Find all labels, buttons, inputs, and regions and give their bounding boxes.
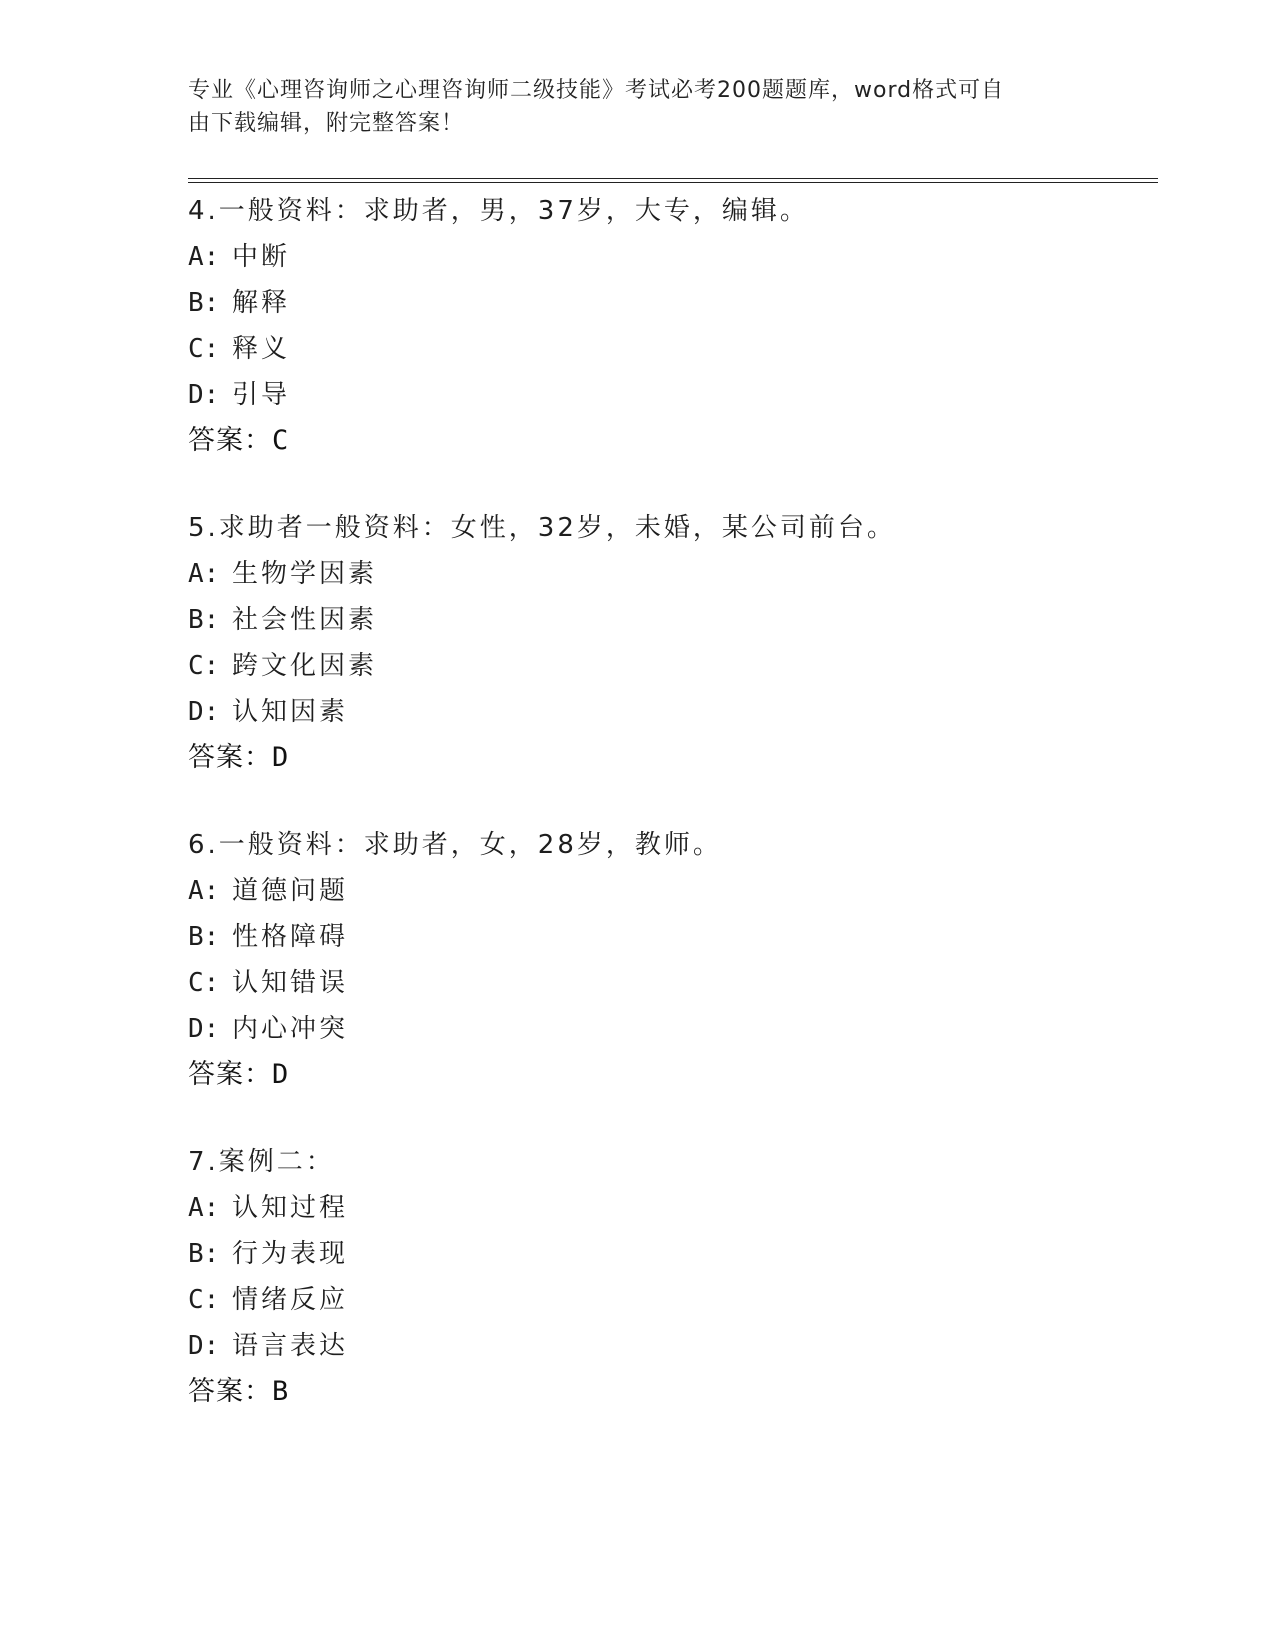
option-text: 生物学因素 — [232, 559, 378, 589]
option-letter: A: — [188, 559, 220, 589]
option-b — [188, 597, 1158, 643]
option-text: 社会性因素 — [232, 605, 378, 635]
question-stem: 4.一般资料：求助者，男，37岁，大专，编辑。 — [188, 196, 809, 226]
option-letter: D: — [188, 1331, 220, 1361]
option-letter: A: — [188, 242, 220, 272]
option-b — [188, 914, 1158, 960]
question-block — [188, 1139, 1158, 1415]
option-letter: C: — [188, 968, 220, 998]
option-text: 认知过程 — [232, 1193, 349, 1223]
question-block — [188, 188, 1158, 464]
option-letter: D: — [188, 380, 220, 410]
answer-line — [188, 1369, 1158, 1415]
answer-label: 答案： — [188, 742, 272, 773]
option-a — [188, 868, 1158, 914]
option-b — [188, 280, 1158, 326]
question-block — [188, 505, 1158, 781]
option-c — [188, 960, 1158, 1006]
option-letter: A: — [188, 1193, 220, 1223]
option-text: 释义 — [232, 334, 291, 364]
header-line-1: 专业《心理咨询师之心理咨询师二级技能》考试必考200题题库，word格式可自 — [188, 78, 1005, 103]
option-letter: C: — [188, 1285, 220, 1315]
option-d — [188, 1323, 1158, 1369]
question-stem: 7.案例二： — [188, 1147, 335, 1177]
option-c — [188, 326, 1158, 372]
option-letter: C: — [188, 651, 220, 681]
option-text: 认知因素 — [232, 697, 349, 727]
option-letter: C: — [188, 334, 220, 364]
option-letter: B: — [188, 605, 220, 635]
answer-value: C — [272, 425, 290, 456]
option-letter: B: — [188, 1239, 220, 1269]
option-text: 认知错误 — [232, 968, 349, 998]
option-c — [188, 643, 1158, 689]
question-stem: 6.一般资料：求助者，女，28岁，教师。 — [188, 830, 722, 860]
header-divider-top — [188, 178, 1158, 179]
option-d — [188, 372, 1158, 418]
option-letter: A: — [188, 876, 220, 906]
option-d — [188, 1006, 1158, 1052]
answer-value: D — [272, 742, 290, 773]
option-letter: D: — [188, 697, 220, 727]
answer-label: 答案： — [188, 425, 272, 456]
answer-line — [188, 1052, 1158, 1098]
answer-label: 答案： — [188, 1059, 272, 1090]
option-letter: B: — [188, 288, 220, 318]
option-b — [188, 1231, 1158, 1277]
answer-value: D — [272, 1059, 290, 1090]
option-letter: B: — [188, 922, 220, 952]
option-text: 引导 — [232, 380, 291, 410]
option-text: 跨文化因素 — [232, 651, 378, 681]
answer-line — [188, 735, 1158, 781]
option-text: 中断 — [232, 242, 291, 272]
option-a — [188, 551, 1158, 597]
option-text: 语言表达 — [232, 1331, 349, 1361]
option-text: 行为表现 — [232, 1239, 349, 1269]
header-divider-bottom — [188, 182, 1158, 183]
question-stem: 5.求助者一般资料：女性，32岁，未婚，某公司前台。 — [188, 513, 896, 543]
document-header — [188, 74, 1088, 140]
answer-value: B — [272, 1376, 290, 1407]
option-text: 解释 — [232, 288, 291, 318]
header-line-2: 由下载编辑，附完整答案！ — [188, 111, 465, 136]
option-text: 情绪反应 — [232, 1285, 349, 1315]
option-text: 道德问题 — [232, 876, 349, 906]
option-c — [188, 1277, 1158, 1323]
answer-line — [188, 418, 1158, 464]
answer-label: 答案： — [188, 1376, 272, 1407]
option-a — [188, 234, 1158, 280]
question-list — [188, 188, 1158, 1415]
option-letter: D: — [188, 1014, 220, 1044]
option-d — [188, 689, 1158, 735]
option-text: 内心冲突 — [232, 1014, 349, 1044]
question-block — [188, 822, 1158, 1098]
option-text: 性格障碍 — [232, 922, 349, 952]
option-a — [188, 1185, 1158, 1231]
